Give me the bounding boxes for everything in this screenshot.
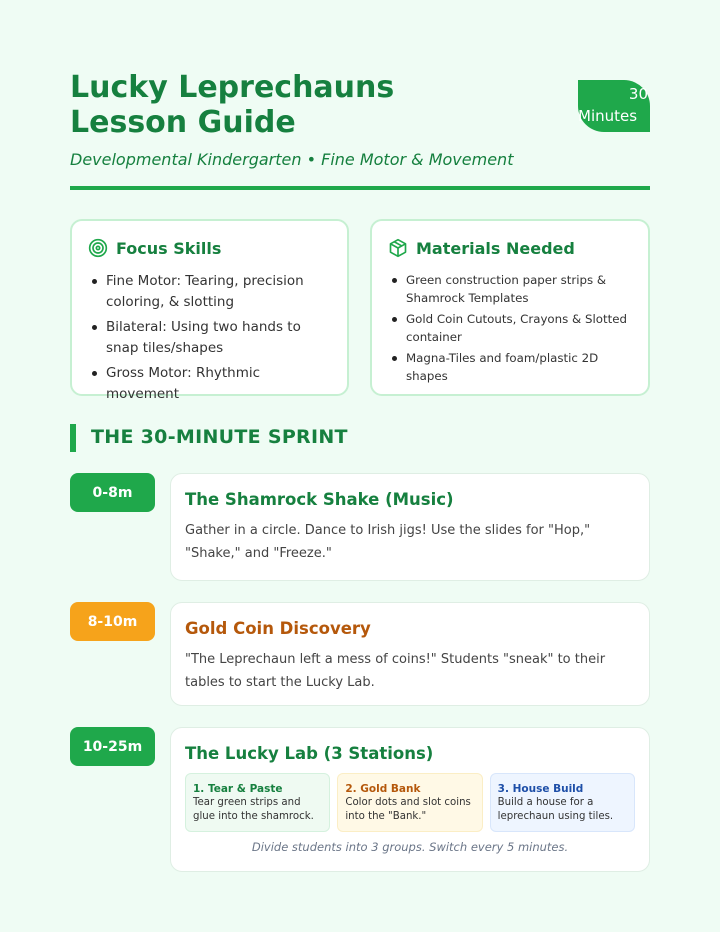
timeline-block-gold-coin [170, 602, 650, 706]
list-item: Gold Coin Cutouts, Crayons & Slotted container [392, 310, 632, 346]
header-divider [70, 186, 650, 190]
box-icon [388, 238, 408, 258]
block-title: The Shamrock Shake (Music) [185, 490, 454, 509]
list-item: Green construction paper strips & Shamrock Templates [392, 271, 632, 307]
block-text: Gather in a circle. Dance to Irish jigs! Use the slides for "Hop," "Shake," and "Freeze." [185, 523, 591, 561]
station-title: 2. Gold Bank [345, 783, 421, 795]
list-item: Bilateral: Using two hands to snap tiles/shapes [92, 317, 331, 359]
materials-list [388, 271, 632, 385]
focus-skills-title: Focus Skills [116, 238, 222, 258]
station-tear-paste [185, 773, 330, 832]
section-title: THE 30-MINUTE SPRINT [91, 426, 348, 448]
time-badge: 10-25m [70, 727, 155, 766]
station-gold-bank [337, 773, 482, 832]
time-badge: 0-8m [70, 473, 155, 512]
list-item: Magna-Tiles and foam/plastic 2D shapes [392, 349, 632, 385]
station-title: 1. Tear & Paste [193, 783, 283, 795]
duration-number: 30 [628, 85, 648, 103]
timeline-block-lucky-lab [170, 727, 650, 872]
station-title: 3. House Build [497, 783, 584, 795]
list-item: Fine Motor: Tearing, precision coloring, & slotting [92, 271, 331, 313]
focus-skills-card [70, 219, 349, 402]
list-item: Gross Motor: Rhythmic movement [92, 363, 331, 405]
duration-unit: Minutes [578, 107, 638, 125]
block-title: Gold Coin Discovery [185, 619, 371, 638]
section-accent-bar [70, 424, 76, 452]
focus-skills-list [88, 271, 331, 405]
station-house-build [490, 773, 635, 832]
timeline-block-shamrock-shake [170, 473, 650, 581]
block-text: "The Leprechaun left a mess of coins!" Students "sneak" to their tables to start the Lucky Lab. [185, 652, 606, 690]
block-title: The Lucky Lab (3 Stations) [185, 744, 434, 763]
duration-badge [578, 80, 650, 132]
target-icon [88, 238, 108, 258]
page-subtitle: Developmental Kindergarten • Fine Motor & Movement [70, 150, 514, 169]
station-text: Color dots and slot coins into the "Bank." [345, 797, 471, 822]
station-text: Build a house for a leprechaun using tiles. [497, 797, 614, 822]
page-title: Lucky Leprechauns Lesson Guide [70, 70, 395, 140]
time-badge: 8-10m [70, 602, 155, 641]
block-note: Divide students into 3 groups. Switch every 5 minutes. [251, 840, 569, 854]
stations-row [185, 773, 635, 832]
materials-title: Materials Needed [416, 238, 575, 258]
materials-card [370, 219, 650, 396]
station-text: Tear green strips and glue into the shamrock. [193, 797, 314, 822]
